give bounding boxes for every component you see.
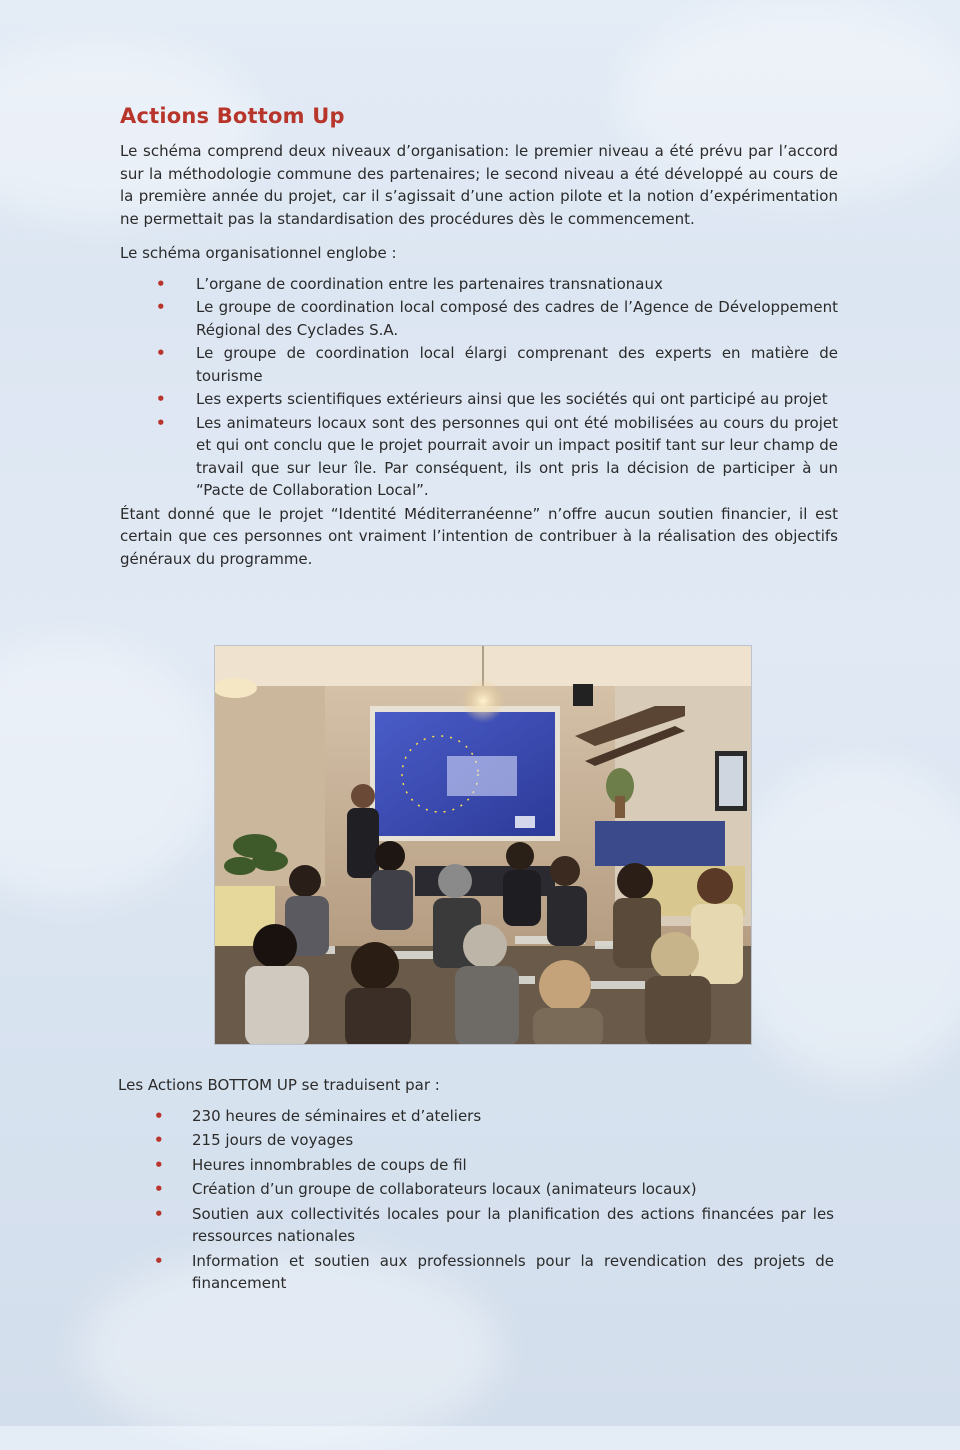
list-item: • Les animateurs locaux sont des personnes qui ont été mobilisées au cours du projet et qui ont conclu que le projet pourrait avoir un impact positif tant sur leur champ de travail que sur leur île. Par conséquent, ils ont pris la décision de participer à un “Pacte de Collaboration Local”. [156,413,838,499]
schema-list [120,273,838,502]
bullet-icon: • [156,274,166,293]
list-item: • Le groupe de coordination local élargi comprenant des experts en matière de tourisme [156,344,838,385]
seminar-photo [214,645,752,1045]
bullet-icon: • [154,1251,164,1270]
actions-lead: Les Actions BOTTOM UP se traduisent par : [118,1076,440,1094]
bullet-icon: • [156,390,166,408]
list-item: • Soutien aux collectivités locales pour la planification des actions financées par les ressources nationales [154,1204,834,1245]
background-cloud [0,640,220,900]
list-item: • Le groupe de coordination local composé des cadres de l’Agence de Développement Régional des Cyclades S.A. [156,298,838,339]
bullet-icon: • [154,1131,164,1149]
bullet-icon: • [154,1204,164,1223]
list-item: • Heures innombrables de coups de fil [118,1154,834,1177]
list-item: • Les experts scientifiques extérieurs ainsi que les sociétés qui ont participé au projet [120,388,838,411]
list-item: • 215 jours de voyages [118,1129,834,1152]
main-text-block [120,104,838,570]
bullet-icon: • [154,1106,164,1125]
conclusion-paragraph: Étant donné que le projet “Identité Méditerranéenne” n’offre aucun soutien financier, il est certain que ces personnes ont vraiment l’intention de contribuer à la réalisation des objectifs généraux du programme. [120,504,838,568]
bullet-icon: • [154,1180,164,1198]
page-title: Actions Bottom Up [120,104,345,128]
list-item: • L’organe de coordination entre les partenaires transnationaux [120,273,838,296]
bullet-icon: • [156,344,166,362]
bullet-icon: • [156,413,166,432]
actions-block [118,1074,834,1297]
background-cloud [720,760,960,1080]
list-item: • Création d’un groupe de collaborateurs locaux (animateurs locaux) [118,1178,834,1201]
intro-paragraph: Le schéma comprend deux niveaux d’organisation: le premier niveau a été prévu par l’accord sur la méthodologie commune des partenaires; le second niveau a été développé au cours de la première année du projet, car il s’agissait d’une action pilote et la notion d’expérimentation ne permettait pas la standardisation des procédures dès le commencement. [120,142,838,228]
list-item: • 230 heures de séminaires et d’ateliers [118,1105,834,1128]
bullet-icon: • [154,1155,164,1174]
schema-lead: Le schéma organisationnel englobe : [120,244,397,262]
bullet-icon: • [156,298,166,316]
actions-list [118,1105,834,1295]
list-item: • Information et soutien aux professionnels pour la revendication des projets de financement [154,1251,834,1292]
